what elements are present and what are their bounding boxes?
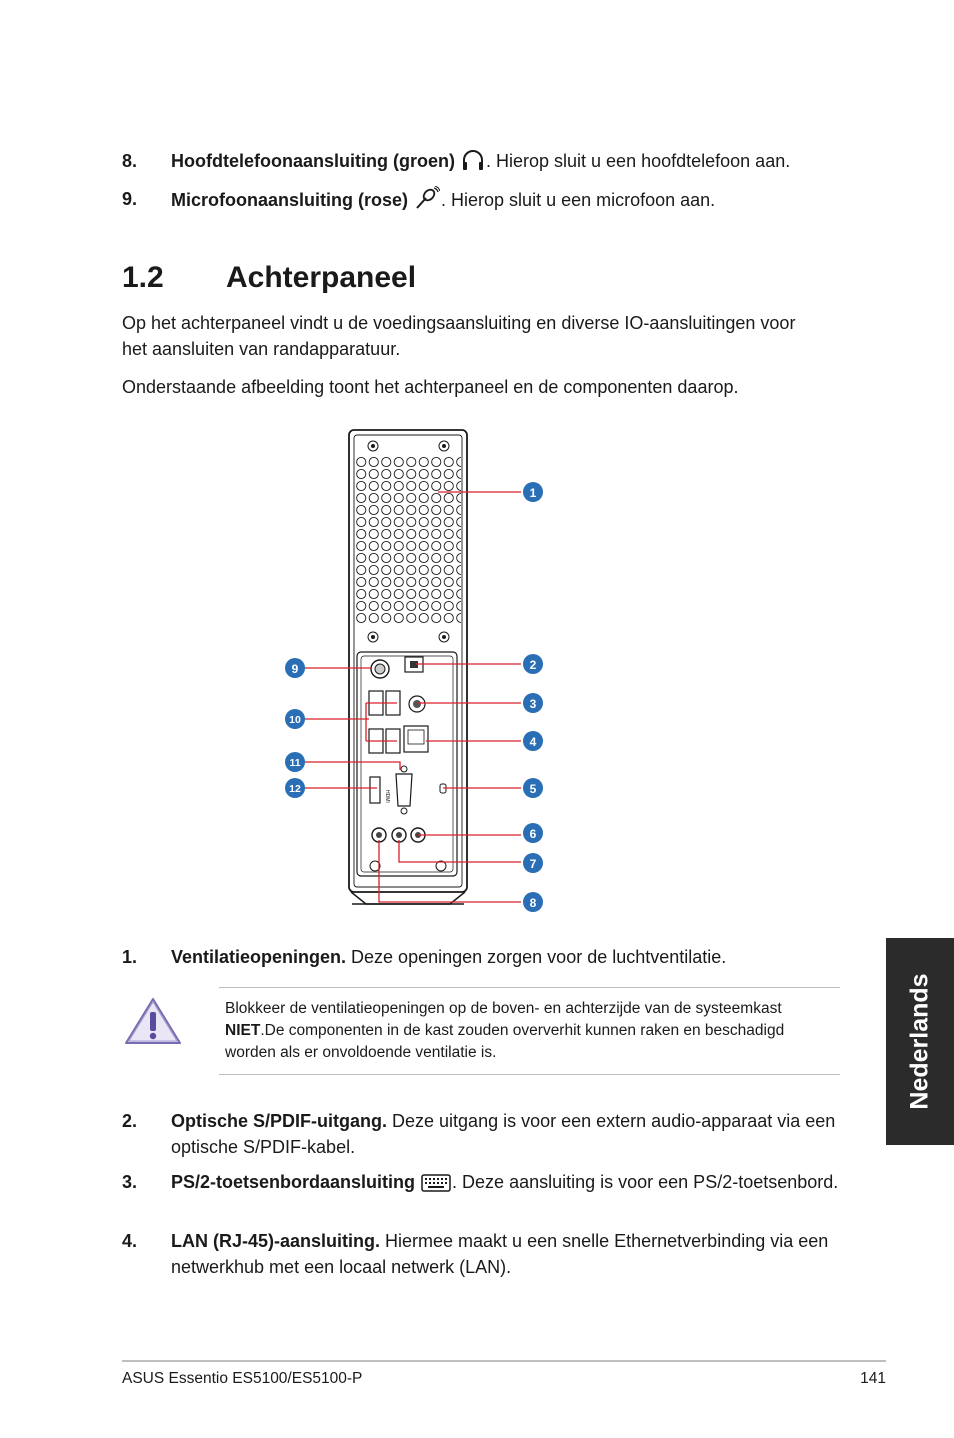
list-item-9 — [122, 186, 842, 213]
callout-label-6: 6 — [529, 827, 537, 841]
intro-paragraph-1: Op het achterpaneel vindt u de voedingsaansluiting en diverse IO-aansluitingen voor het aansluiten van randapparatuur. — [122, 313, 796, 359]
page-number: 141 — [860, 1370, 886, 1387]
headphone-icon — [461, 149, 485, 171]
section-number: 1.2 — [122, 261, 164, 294]
item-number: 4. — [122, 1231, 138, 1251]
section-heading — [122, 258, 416, 298]
list-item-4 — [122, 1228, 842, 1280]
callout-label-7: 7 — [529, 857, 537, 871]
keyboard-icon — [421, 1174, 451, 1192]
warning-triangle-icon — [123, 996, 183, 1046]
language-tab-label: Nederlands — [905, 973, 934, 1110]
intro-paragraph-2: Onderstaande afbeelding toont het achterpaneel en de componenten daarop. — [122, 377, 739, 397]
item-number: 2. — [122, 1111, 138, 1131]
callout-label-2: 2 — [529, 658, 537, 672]
item-title: Hoofdtelefoonaansluiting (groen) — [171, 151, 455, 171]
ventilation-grille — [355, 441, 461, 642]
callout-label-12: 12 — [289, 783, 301, 795]
item-description: Deze uitgang is voor een extern audio-apparaat via een optische S/PDIF-kabel. — [171, 1111, 836, 1157]
section-title: Achterpaneel — [226, 261, 417, 294]
callout-label-11: 11 — [289, 757, 301, 769]
hdmi-port-label: HDMI — [384, 790, 390, 803]
warning-emphasis: NIET — [225, 1022, 261, 1039]
item-number: 8. — [122, 151, 138, 171]
list-item-8 — [122, 148, 842, 174]
callout-label-9: 9 — [291, 662, 299, 676]
item-title: PS/2-toetsenbordaansluiting — [171, 1172, 416, 1192]
footer-divider — [122, 1360, 886, 1362]
warning-note — [219, 987, 840, 1075]
item-number: 3. — [122, 1172, 138, 1192]
callout-label-10: 10 — [289, 714, 301, 726]
item-description: . Hierop sluit u een hoofdtelefoon aan. — [486, 151, 791, 171]
item-title: Optische S/PDIF-uitgang. — [171, 1111, 388, 1131]
list-item-2 — [122, 1108, 842, 1160]
language-tab — [886, 938, 954, 1145]
item-title: Ventilatieopeningen. — [171, 947, 347, 967]
item-description: . Deze aansluiting is voor een PS/2-toetsenbord. — [452, 1172, 839, 1192]
callout-label-5: 5 — [529, 782, 537, 796]
callout-label-3: 3 — [529, 697, 537, 711]
list-item-1 — [122, 944, 842, 970]
item-title: LAN (RJ-45)-aansluiting. — [171, 1231, 381, 1251]
microphone-icon — [414, 186, 440, 210]
warning-text: Blokkeer de ventilatieopeningen op de boven- en achterzijde van de systeemkast NIET.De componenten in de kast zouden oververhit kunnen raken en beschadigd worden als er onvoldoende ventilatie is. — [225, 1000, 785, 1061]
callout-label-8: 8 — [529, 896, 537, 910]
callout-label-4: 4 — [529, 735, 537, 749]
item-description: Deze openingen zorgen voor de luchtventilatie. — [346, 947, 727, 967]
item-description: . Hierop sluit u een microfoon aan. — [441, 190, 716, 210]
callout-label-1: 1 — [529, 486, 537, 500]
item-number: 9. — [122, 189, 138, 209]
footer-product: ASUS Essentio ES5100/ES5100-P — [122, 1370, 363, 1387]
item-description: Hiermee maakt u een snelle Ethernetverbinding via een netwerkhub met een locaal netwerk (LAN). — [171, 1231, 829, 1277]
list-item-3 — [122, 1169, 842, 1195]
rear-panel-diagram — [280, 424, 560, 924]
item-title: Microfoonaansluiting (rose) — [171, 190, 409, 210]
item-number: 1. — [122, 947, 138, 967]
